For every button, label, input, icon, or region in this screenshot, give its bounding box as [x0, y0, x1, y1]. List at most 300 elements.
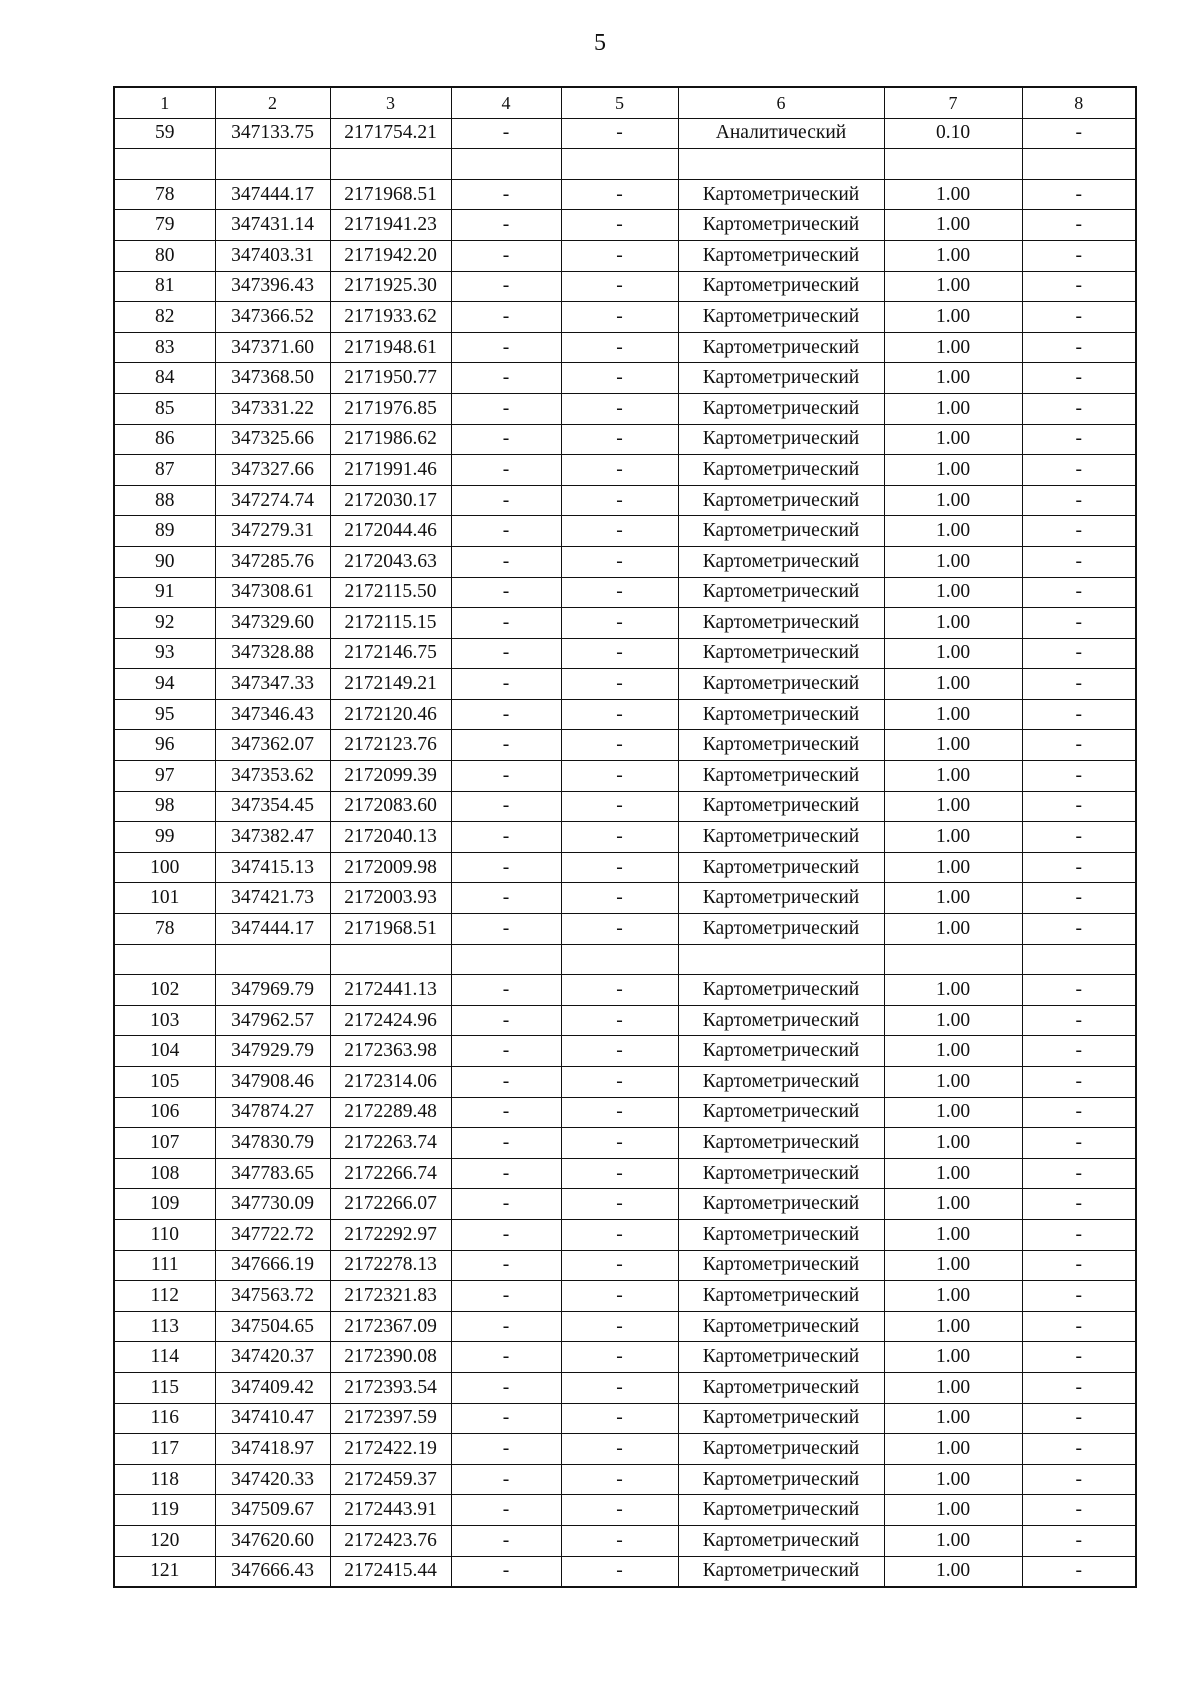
- cell-accuracy: 1.00: [884, 1525, 1022, 1556]
- cell-accuracy: [884, 944, 1022, 975]
- cell-coord-x: 347929.79: [215, 1036, 330, 1067]
- cell-point-number: 111: [114, 1250, 215, 1281]
- cell-col-4: -: [451, 546, 561, 577]
- cell-coord-x: 347308.61: [215, 577, 330, 608]
- cell-coord-y: 2172115.15: [330, 608, 451, 639]
- cell-col-8: -: [1022, 761, 1136, 792]
- cell-col-4: -: [451, 1434, 561, 1465]
- cell-point-number: 115: [114, 1372, 215, 1403]
- cell-col-8: -: [1022, 516, 1136, 547]
- cell-coord-x: 347444.17: [215, 179, 330, 210]
- cell-coord-x: 347783.65: [215, 1158, 330, 1189]
- cell-point-number: 116: [114, 1403, 215, 1434]
- cell-col-5: -: [561, 1281, 678, 1312]
- cell-coord-y: 2172292.97: [330, 1219, 451, 1250]
- cell-col-5: -: [561, 546, 678, 577]
- cell-col-5: -: [561, 1158, 678, 1189]
- cell-accuracy: 1.00: [884, 1342, 1022, 1373]
- coordinates-table: [113, 86, 1137, 1588]
- cell-col-5: -: [561, 271, 678, 302]
- table-row: [114, 1128, 1136, 1159]
- cell-col-4: -: [451, 638, 561, 669]
- cell-method: Картометрический: [678, 393, 884, 424]
- cell-col-4: -: [451, 914, 561, 945]
- cell-col-4: -: [451, 516, 561, 547]
- cell-coord-x: 347563.72: [215, 1281, 330, 1312]
- cell-col-4: -: [451, 883, 561, 914]
- cell-col-8: -: [1022, 179, 1136, 210]
- cell-coord-x: 347354.45: [215, 791, 330, 822]
- cell-point-number: 82: [114, 302, 215, 333]
- cell-col-4: -: [451, 1342, 561, 1373]
- cell-col-8: -: [1022, 699, 1136, 730]
- cell-col-4: -: [451, 1281, 561, 1312]
- cell-col-8: -: [1022, 485, 1136, 516]
- cell-point-number: 99: [114, 822, 215, 853]
- cell-method: Картометрический: [678, 1464, 884, 1495]
- cell-point-number: [114, 944, 215, 975]
- cell-coord-x: 347722.72: [215, 1219, 330, 1250]
- cell-col-8: -: [1022, 791, 1136, 822]
- cell-col-8: -: [1022, 638, 1136, 669]
- table-row: [114, 363, 1136, 394]
- cell-point-number: 105: [114, 1067, 215, 1098]
- cell-point-number: 86: [114, 424, 215, 455]
- cell-point-number: 118: [114, 1464, 215, 1495]
- cell-coord-x: 347285.76: [215, 546, 330, 577]
- header-cell: 1: [114, 87, 215, 118]
- cell-coord-x: 347418.97: [215, 1434, 330, 1465]
- cell-accuracy: 1.00: [884, 455, 1022, 486]
- table-row: [114, 914, 1136, 945]
- cell-col-5: -: [561, 1372, 678, 1403]
- table-row: [114, 1464, 1136, 1495]
- cell-accuracy: 1.00: [884, 883, 1022, 914]
- cell-col-4: -: [451, 485, 561, 516]
- cell-accuracy: 1.00: [884, 852, 1022, 883]
- cell-coord-y: 2171950.77: [330, 363, 451, 394]
- cell-col-5: -: [561, 975, 678, 1006]
- cell-accuracy: 1.00: [884, 1250, 1022, 1281]
- cell-method: Картометрический: [678, 302, 884, 333]
- cell-accuracy: 1.00: [884, 1219, 1022, 1250]
- cell-accuracy: 1.00: [884, 1189, 1022, 1220]
- cell-col-8: -: [1022, 1311, 1136, 1342]
- cell-method: Картометрический: [678, 791, 884, 822]
- cell-point-number: 98: [114, 791, 215, 822]
- cell-accuracy: 1.00: [884, 1005, 1022, 1036]
- cell-point-number: 88: [114, 485, 215, 516]
- cell-col-4: -: [451, 1556, 561, 1587]
- table-row: [114, 1372, 1136, 1403]
- cell-accuracy: 1.00: [884, 1464, 1022, 1495]
- cell-col-4: -: [451, 852, 561, 883]
- cell-accuracy: 1.00: [884, 546, 1022, 577]
- cell-coord-y: 2172423.76: [330, 1525, 451, 1556]
- cell-accuracy: 1.00: [884, 822, 1022, 853]
- cell-coord-y: 2171925.30: [330, 271, 451, 302]
- cell-method: [678, 944, 884, 975]
- cell-col-4: -: [451, 761, 561, 792]
- cell-point-number: 119: [114, 1495, 215, 1526]
- table-row: [114, 944, 1136, 975]
- cell-col-8: -: [1022, 669, 1136, 700]
- cell-coord-x: 347279.31: [215, 516, 330, 547]
- cell-col-5: -: [561, 240, 678, 271]
- cell-col-8: -: [1022, 424, 1136, 455]
- cell-accuracy: 1.00: [884, 914, 1022, 945]
- cell-method: Картометрический: [678, 1372, 884, 1403]
- cell-coord-x: 347328.88: [215, 638, 330, 669]
- cell-coord-x: 347874.27: [215, 1097, 330, 1128]
- table-row: [114, 271, 1136, 302]
- cell-col-8: -: [1022, 1464, 1136, 1495]
- cell-coord-x: 347331.22: [215, 393, 330, 424]
- table-row: [114, 730, 1136, 761]
- cell-point-number: 112: [114, 1281, 215, 1312]
- cell-coord-y: 2172459.37: [330, 1464, 451, 1495]
- cell-coord-x: [215, 149, 330, 180]
- cell-col-4: -: [451, 210, 561, 241]
- cell-method: Картометрический: [678, 1097, 884, 1128]
- cell-coord-y: 2171968.51: [330, 914, 451, 945]
- cell-col-5: -: [561, 363, 678, 394]
- cell-coord-x: 347396.43: [215, 271, 330, 302]
- cell-accuracy: [884, 149, 1022, 180]
- cell-coord-y: 2172441.13: [330, 975, 451, 1006]
- cell-col-5: -: [561, 883, 678, 914]
- cell-accuracy: 1.00: [884, 1311, 1022, 1342]
- cell-point-number: 78: [114, 179, 215, 210]
- header-cell: 5: [561, 87, 678, 118]
- table-row: [114, 393, 1136, 424]
- table-row: [114, 302, 1136, 333]
- cell-point-number: 101: [114, 883, 215, 914]
- table-row: [114, 883, 1136, 914]
- cell-method: Картометрический: [678, 730, 884, 761]
- cell-coord-y: 2172266.07: [330, 1189, 451, 1220]
- cell-col-8: -: [1022, 975, 1136, 1006]
- cell-coord-x: 347368.50: [215, 363, 330, 394]
- cell-coord-y: 2172115.50: [330, 577, 451, 608]
- cell-coord-y: 2172393.54: [330, 1372, 451, 1403]
- table-row: [114, 1219, 1136, 1250]
- cell-method: Картометрический: [678, 914, 884, 945]
- cell-accuracy: 1.00: [884, 761, 1022, 792]
- cell-coord-x: 347325.66: [215, 424, 330, 455]
- cell-coord-y: 2172390.08: [330, 1342, 451, 1373]
- cell-col-5: -: [561, 118, 678, 149]
- cell-coord-x: 347830.79: [215, 1128, 330, 1159]
- cell-method: Картометрический: [678, 210, 884, 241]
- cell-col-4: -: [451, 1219, 561, 1250]
- cell-col-4: -: [451, 791, 561, 822]
- cell-coord-y: 2171968.51: [330, 179, 451, 210]
- cell-col-5: -: [561, 791, 678, 822]
- cell-point-number: 95: [114, 699, 215, 730]
- cell-col-4: -: [451, 730, 561, 761]
- cell-coord-y: 2172040.13: [330, 822, 451, 853]
- cell-coord-x: 347504.65: [215, 1311, 330, 1342]
- cell-point-number: 96: [114, 730, 215, 761]
- table-row: [114, 1281, 1136, 1312]
- cell-accuracy: 1.00: [884, 577, 1022, 608]
- cell-col-4: -: [451, 1036, 561, 1067]
- cell-accuracy: 1.00: [884, 669, 1022, 700]
- cell-accuracy: 1.00: [884, 1097, 1022, 1128]
- cell-col-4: -: [451, 1464, 561, 1495]
- cell-coord-x: 347382.47: [215, 822, 330, 853]
- table-row: [114, 1036, 1136, 1067]
- cell-accuracy: 0.10: [884, 118, 1022, 149]
- cell-col-5: -: [561, 1067, 678, 1098]
- cell-accuracy: 1.00: [884, 1281, 1022, 1312]
- cell-accuracy: 1.00: [884, 730, 1022, 761]
- cell-coord-y: [330, 149, 451, 180]
- cell-method: Картометрический: [678, 271, 884, 302]
- cell-method: Картометрический: [678, 546, 884, 577]
- cell-coord-y: 2172415.44: [330, 1556, 451, 1587]
- cell-col-4: -: [451, 669, 561, 700]
- cell-col-4: -: [451, 1403, 561, 1434]
- cell-col-4: -: [451, 1128, 561, 1159]
- cell-coord-y: 2172314.06: [330, 1067, 451, 1098]
- cell-method: Картометрический: [678, 975, 884, 1006]
- cell-col-4: -: [451, 240, 561, 271]
- cell-coord-x: 347908.46: [215, 1067, 330, 1098]
- cell-point-number: 90: [114, 546, 215, 577]
- cell-accuracy: 1.00: [884, 1403, 1022, 1434]
- cell-method: Картометрический: [678, 516, 884, 547]
- cell-accuracy: 1.00: [884, 608, 1022, 639]
- table-row: [114, 761, 1136, 792]
- cell-method: Картометрический: [678, 1403, 884, 1434]
- cell-method: Картометрический: [678, 1036, 884, 1067]
- cell-accuracy: 1.00: [884, 1556, 1022, 1587]
- cell-method: Картометрический: [678, 699, 884, 730]
- cell-col-5: -: [561, 761, 678, 792]
- cell-point-number: 113: [114, 1311, 215, 1342]
- cell-point-number: 93: [114, 638, 215, 669]
- cell-coord-x: 347409.42: [215, 1372, 330, 1403]
- cell-coord-x: [215, 944, 330, 975]
- cell-col-8: [1022, 944, 1136, 975]
- cell-col-4: -: [451, 699, 561, 730]
- cell-coord-y: 2171986.62: [330, 424, 451, 455]
- cell-coord-y: 2172397.59: [330, 1403, 451, 1434]
- cell-col-8: -: [1022, 302, 1136, 333]
- cell-col-5: -: [561, 516, 678, 547]
- cell-col-4: -: [451, 1495, 561, 1526]
- cell-col-5: -: [561, 1036, 678, 1067]
- cell-accuracy: 1.00: [884, 210, 1022, 241]
- table-body: [114, 87, 1136, 1587]
- cell-point-number: 80: [114, 240, 215, 271]
- cell-method: Картометрический: [678, 179, 884, 210]
- cell-col-4: -: [451, 1311, 561, 1342]
- header-cell: 2: [215, 87, 330, 118]
- cell-col-8: -: [1022, 1005, 1136, 1036]
- cell-coord-y: 2172030.17: [330, 485, 451, 516]
- cell-coord-x: 347962.57: [215, 1005, 330, 1036]
- cell-point-number: 108: [114, 1158, 215, 1189]
- cell-col-8: -: [1022, 210, 1136, 241]
- cell-coord-y: 2171942.20: [330, 240, 451, 271]
- cell-point-number: 85: [114, 393, 215, 424]
- cell-coord-y: 2171991.46: [330, 455, 451, 486]
- cell-col-5: [561, 944, 678, 975]
- cell-point-number: 104: [114, 1036, 215, 1067]
- cell-method: Картометрический: [678, 761, 884, 792]
- cell-method: Аналитический: [678, 118, 884, 149]
- cell-coord-x: 347969.79: [215, 975, 330, 1006]
- cell-method: Картометрический: [678, 577, 884, 608]
- cell-point-number: 120: [114, 1525, 215, 1556]
- cell-col-5: -: [561, 302, 678, 333]
- table-row: [114, 485, 1136, 516]
- cell-method: Картометрический: [678, 1311, 884, 1342]
- cell-method: Картометрический: [678, 883, 884, 914]
- cell-col-8: -: [1022, 240, 1136, 271]
- table-row: [114, 975, 1136, 1006]
- cell-col-5: -: [561, 393, 678, 424]
- cell-method: Картометрический: [678, 240, 884, 271]
- cell-method: Картометрический: [678, 1281, 884, 1312]
- cell-method: Картометрический: [678, 455, 884, 486]
- cell-coord-y: 2172278.13: [330, 1250, 451, 1281]
- cell-col-8: -: [1022, 332, 1136, 363]
- cell-col-8: [1022, 149, 1136, 180]
- table-row: [114, 1311, 1136, 1342]
- cell-accuracy: 1.00: [884, 1067, 1022, 1098]
- cell-coord-x: 347346.43: [215, 699, 330, 730]
- table-row: [114, 1525, 1136, 1556]
- cell-accuracy: 1.00: [884, 271, 1022, 302]
- table-row: [114, 1495, 1136, 1526]
- cell-col-5: -: [561, 822, 678, 853]
- cell-coord-y: 2171933.62: [330, 302, 451, 333]
- cell-col-8: -: [1022, 546, 1136, 577]
- table-row: [114, 118, 1136, 149]
- table-row: [114, 608, 1136, 639]
- cell-col-5: -: [561, 730, 678, 761]
- cell-coord-x: 347366.52: [215, 302, 330, 333]
- cell-method: Картометрический: [678, 822, 884, 853]
- cell-coord-x: 347666.43: [215, 1556, 330, 1587]
- table-row: [114, 455, 1136, 486]
- cell-accuracy: 1.00: [884, 791, 1022, 822]
- cell-coord-y: 2171941.23: [330, 210, 451, 241]
- cell-coord-x: 347362.07: [215, 730, 330, 761]
- table-row: [114, 1005, 1136, 1036]
- cell-accuracy: 1.00: [884, 302, 1022, 333]
- table-row: [114, 1189, 1136, 1220]
- cell-col-8: -: [1022, 1097, 1136, 1128]
- cell-col-5: -: [561, 914, 678, 945]
- cell-coord-y: 2172422.19: [330, 1434, 451, 1465]
- cell-coord-y: 2171948.61: [330, 332, 451, 363]
- cell-coord-y: 2172367.09: [330, 1311, 451, 1342]
- cell-col-8: -: [1022, 1219, 1136, 1250]
- cell-method: Картометрический: [678, 608, 884, 639]
- cell-col-4: -: [451, 424, 561, 455]
- cell-accuracy: 1.00: [884, 638, 1022, 669]
- cell-coord-x: 347274.74: [215, 485, 330, 516]
- cell-point-number: 92: [114, 608, 215, 639]
- header-cell: 3: [330, 87, 451, 118]
- cell-coord-x: 347431.14: [215, 210, 330, 241]
- cell-coord-y: 2172120.46: [330, 699, 451, 730]
- table-row: [114, 638, 1136, 669]
- cell-accuracy: 1.00: [884, 1036, 1022, 1067]
- cell-col-8: -: [1022, 1556, 1136, 1587]
- cell-coord-y: 2172123.76: [330, 730, 451, 761]
- cell-col-5: -: [561, 1403, 678, 1434]
- cell-coord-y: 2172424.96: [330, 1005, 451, 1036]
- cell-method: Картометрический: [678, 1128, 884, 1159]
- cell-point-number: 107: [114, 1128, 215, 1159]
- cell-coord-x: 347371.60: [215, 332, 330, 363]
- cell-method: Картометрический: [678, 1189, 884, 1220]
- cell-col-4: -: [451, 118, 561, 149]
- cell-col-5: -: [561, 1128, 678, 1159]
- cell-method: Картометрический: [678, 638, 884, 669]
- header-cell: 4: [451, 87, 561, 118]
- cell-col-5: -: [561, 608, 678, 639]
- table-row: [114, 149, 1136, 180]
- cell-coord-y: 2172289.48: [330, 1097, 451, 1128]
- cell-col-5: -: [561, 485, 678, 516]
- table-row: [114, 1250, 1136, 1281]
- cell-col-8: -: [1022, 1158, 1136, 1189]
- cell-coord-x: 347327.66: [215, 455, 330, 486]
- cell-coord-y: 2172443.91: [330, 1495, 451, 1526]
- cell-col-5: -: [561, 1556, 678, 1587]
- cell-method: Картометрический: [678, 1219, 884, 1250]
- cell-point-number: 110: [114, 1219, 215, 1250]
- cell-col-4: -: [451, 332, 561, 363]
- cell-col-5: -: [561, 1495, 678, 1526]
- cell-col-8: -: [1022, 852, 1136, 883]
- cell-method: Картометрический: [678, 424, 884, 455]
- cell-point-number: 59: [114, 118, 215, 149]
- cell-point-number: 121: [114, 1556, 215, 1587]
- cell-col-4: -: [451, 455, 561, 486]
- cell-coord-y: 2172363.98: [330, 1036, 451, 1067]
- cell-col-4: -: [451, 1189, 561, 1220]
- cell-coord-y: 2172099.39: [330, 761, 451, 792]
- cell-method: Картометрический: [678, 1158, 884, 1189]
- cell-col-8: -: [1022, 455, 1136, 486]
- table-row: [114, 332, 1136, 363]
- cell-method: Картометрический: [678, 332, 884, 363]
- cell-method: Картометрический: [678, 1342, 884, 1373]
- cell-col-4: -: [451, 822, 561, 853]
- table-row: [114, 1067, 1136, 1098]
- cell-col-5: -: [561, 1311, 678, 1342]
- cell-col-4: -: [451, 1005, 561, 1036]
- table-header-row: [114, 87, 1136, 118]
- cell-col-4: -: [451, 608, 561, 639]
- cell-col-5: -: [561, 699, 678, 730]
- cell-col-8: -: [1022, 1342, 1136, 1373]
- cell-accuracy: 1.00: [884, 699, 1022, 730]
- table-row: [114, 424, 1136, 455]
- cell-coord-x: 347421.73: [215, 883, 330, 914]
- cell-col-5: -: [561, 852, 678, 883]
- table-row: [114, 179, 1136, 210]
- table-row: [114, 1556, 1136, 1587]
